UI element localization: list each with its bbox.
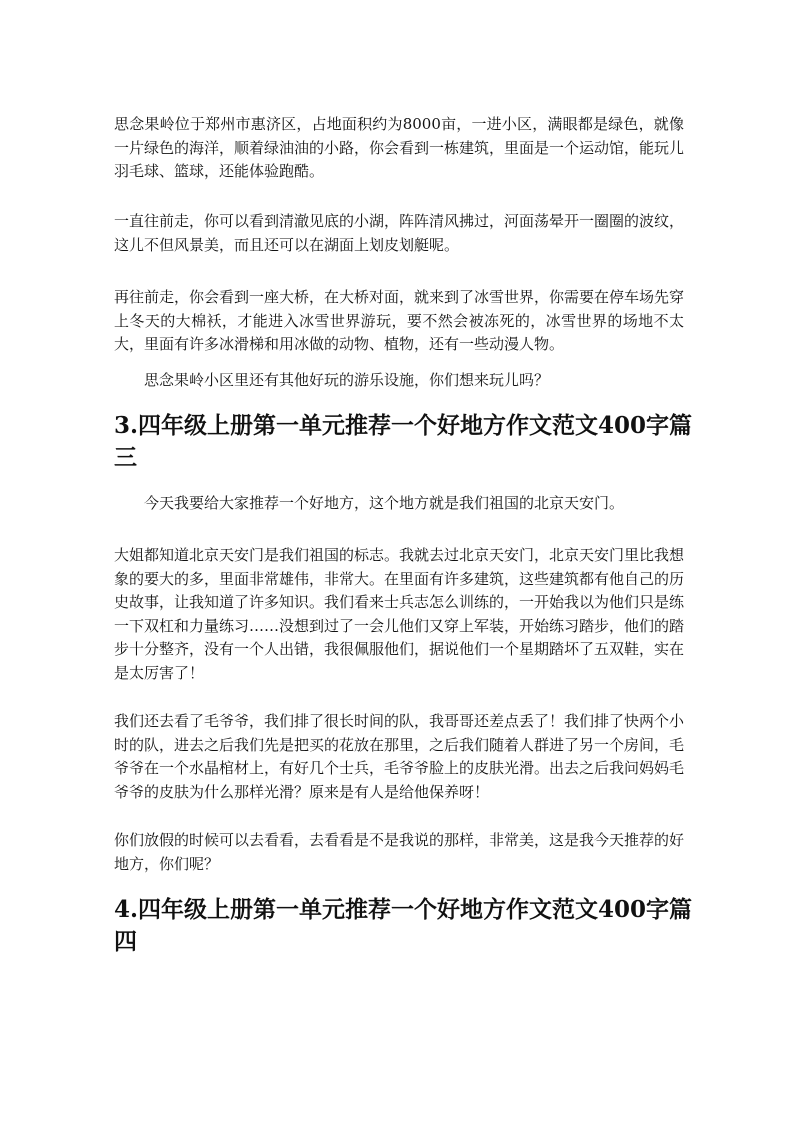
section-heading-4: 4.四年级上册第一单元推荐一个好地方作文范文400字篇四 [114,896,693,955]
paragraph-chairman-mao: 我们还去看了毛爷爷，我们排了很长时间的队，我哥哥还差点丢了！我们排了快两个小时的队，进去之后我们先是把买的花放在那里，之后我们随着人群进了另一个房间，毛爷爷在一个水晶棺材上，有好几个士兵，毛爷爷脸上的皮肤光滑。出去之后我问妈妈毛爷爷的皮肤为什么那样光滑？原来是有人是给他保养呀！ [114,712,685,801]
paragraph-ice-world: 再往前走，你会看到一座大桥，在大桥对面，就来到了冰雪世界，你需要在停车场先穿上冬天的大棉袄，才能进入冰雪世界游玩，要不然会被冻死的，冰雪世界的场地不太大，里面有许多冰滑梯和用冰做的动物、植物，还有一些动漫人物。 [114,288,685,353]
paragraph-invitation: 思念果岭小区里还有其他好玩的游乐设施，你们想来玩儿吗？ [144,371,550,389]
section-heading-3: 3.四年级上册第一单元推荐一个好地方作文范文400字篇三 [114,412,693,471]
paragraph-tiananmen-intro: 今天我要给大家推荐一个好地方，这个地方就是我们祖国的北京天安门。 [144,494,625,512]
paragraph-recommend: 你们放假的时候可以去看看，去看看是不是我说的那样，非常美，这是我今天推荐的好地方，你们呢？ [114,831,685,873]
paragraph-lake: 一直往前走，你可以看到清澈见底的小湖，阵阵清风拂过，河面荡晕开一圈圈的波纹，这儿不但风景美，而且还可以在湖面上划皮划艇呢。 [114,212,685,254]
paragraph-tiananmen-soldiers: 大姐都知道北京天安门是我们祖国的标志。我就去过北京天安门，北京天安门里比我想象的要大的多，里面非常雄伟，非常大。在里面有许多建筑，这些建筑都有他自己的历史故事，让我知道了许多知识。我们看来士兵志怎么训练的，一开始我以为他们只是练一下双杠和力量练习……没想到过了一会儿他们又穿上军装，开始练习踏步，他们的踏步十分整齐，没有一个人出错，我很佩服他们，据说他们一个星期踏坏了五双鞋，实在是太厉害了！ [114,546,685,682]
paragraph-guoling-intro: 思念果岭位于郑州市惠济区，占地面积约为8000亩，一进小区，满眼都是绿色，就像一片绿色的海洋，顺着绿油油的小路，你会看到一栋建筑，里面是一个运动馆，能玩儿羽毛球、篮球，还能体验跑酷。 [114,115,685,180]
